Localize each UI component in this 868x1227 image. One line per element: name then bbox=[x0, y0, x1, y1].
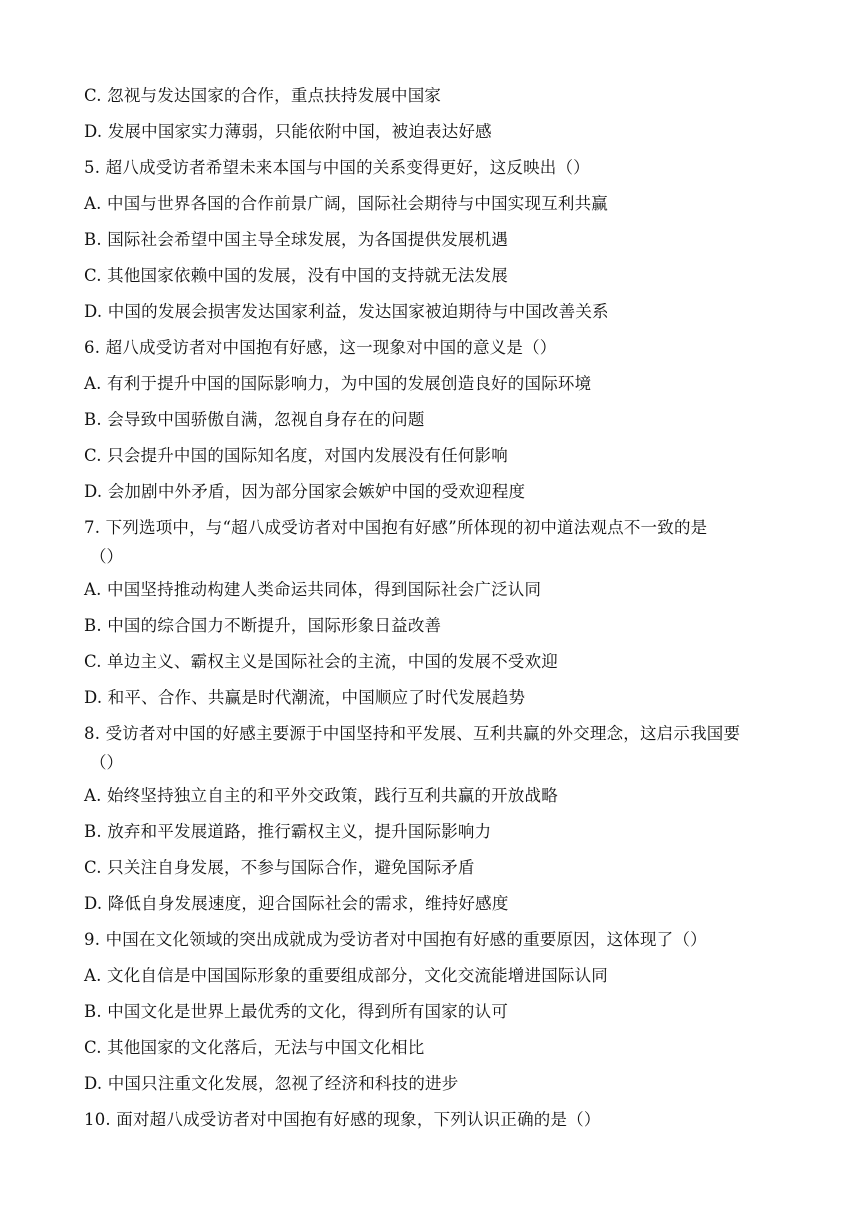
question-7-blank: （） bbox=[90, 547, 123, 566]
option-a: A. 始终坚持独立自主的和平外交政策，践行互利共赢的开放战略 bbox=[84, 786, 558, 805]
option-c: C. 其他国家依赖中国的发展，没有中国的支持就无法发展 bbox=[84, 266, 508, 285]
option-b: B. 国际社会希望中国主导全球发展，为各国提供发展机遇 bbox=[84, 230, 509, 249]
option-d: D. 中国只注重文化发展，忽视了经济和科技的进步 bbox=[84, 1074, 459, 1093]
option-b: B. 中国文化是世界上最优秀的文化，得到所有国家的认可 bbox=[84, 1002, 509, 1021]
option-a: A. 文化自信是中国国际形象的重要组成部分，文化交流能增进国际认同 bbox=[84, 966, 609, 985]
option-a: A. 有利于提升中国的国际影响力，为中国的发展创造良好的国际环境 bbox=[84, 374, 592, 393]
option-c: C. 单边主义、霸权主义是国际社会的主流，中国的发展不受欢迎 bbox=[84, 652, 559, 671]
question-8-blank: （） bbox=[90, 753, 123, 772]
option-a: A. 中国与世界各国的合作前景广阔，国际社会期待与中国实现互利共赢 bbox=[84, 194, 609, 213]
question-5-stem: 5. 超八成受访者希望未来本国与中国的关系变得更好，这反映出（） bbox=[84, 158, 590, 177]
option-c: C. 只会提升中国的国际知名度，对国内发展没有任何影响 bbox=[84, 446, 508, 465]
option-d: D. 降低自身发展速度，迎合国际社会的需求，维持好感度 bbox=[84, 894, 509, 913]
question-8-stem: 8. 受访者对中国的好感主要源于中国坚持和平发展、互利共赢的外交理念，这启示我国要 bbox=[84, 724, 741, 743]
option-d: D. 中国的发展会损害发达国家利益，发达国家被迫期待与中国改善关系 bbox=[84, 302, 609, 321]
option-a: A. 中国坚持推动构建人类命运共同体，得到国际社会广泛认同 bbox=[84, 580, 542, 599]
text-line: D. 发展中国家实力薄弱，只能依附中国，被迫表达好感 bbox=[84, 122, 492, 141]
question-6-stem: 6. 超八成受访者对中国抱有好感，这一现象对中国的意义是（） bbox=[84, 338, 557, 357]
option-c: C. 只关注自身发展，不参与国际合作，避免国际矛盾 bbox=[84, 858, 475, 877]
question-9-stem: 9. 中国在文化领域的突出成就成为受访者对中国抱有好感的重要原因，这体现了（） bbox=[84, 930, 707, 949]
option-d: D. 和平、合作、共赢是时代潮流，中国顺应了时代发展趋势 bbox=[84, 688, 526, 707]
option-b: B. 中国的综合国力不断提升，国际形象日益改善 bbox=[84, 616, 442, 635]
option-b: B. 放弃和平发展道路，推行霸权主义，提升国际影响力 bbox=[84, 822, 492, 841]
text-line: C. 忽视与发达国家的合作，重点扶持发展中国家 bbox=[84, 86, 442, 105]
option-d: D. 会加剧中外矛盾，因为部分国家会嫉妒中国的受欢迎程度 bbox=[84, 482, 526, 501]
question-7-stem: 7. 下列选项中，与“超八成受访者对中国抱有好感”所体现的初中道法观点不一致的是 bbox=[84, 518, 708, 537]
option-c: C. 其他国家的文化落后，无法与中国文化相比 bbox=[84, 1038, 425, 1057]
question-10-stem: 10. 面对超八成受访者对中国抱有好感的现象，下列认识正确的是（） bbox=[84, 1110, 601, 1129]
option-b: B. 会导致中国骄傲自满，忽视自身存在的问题 bbox=[84, 410, 425, 429]
